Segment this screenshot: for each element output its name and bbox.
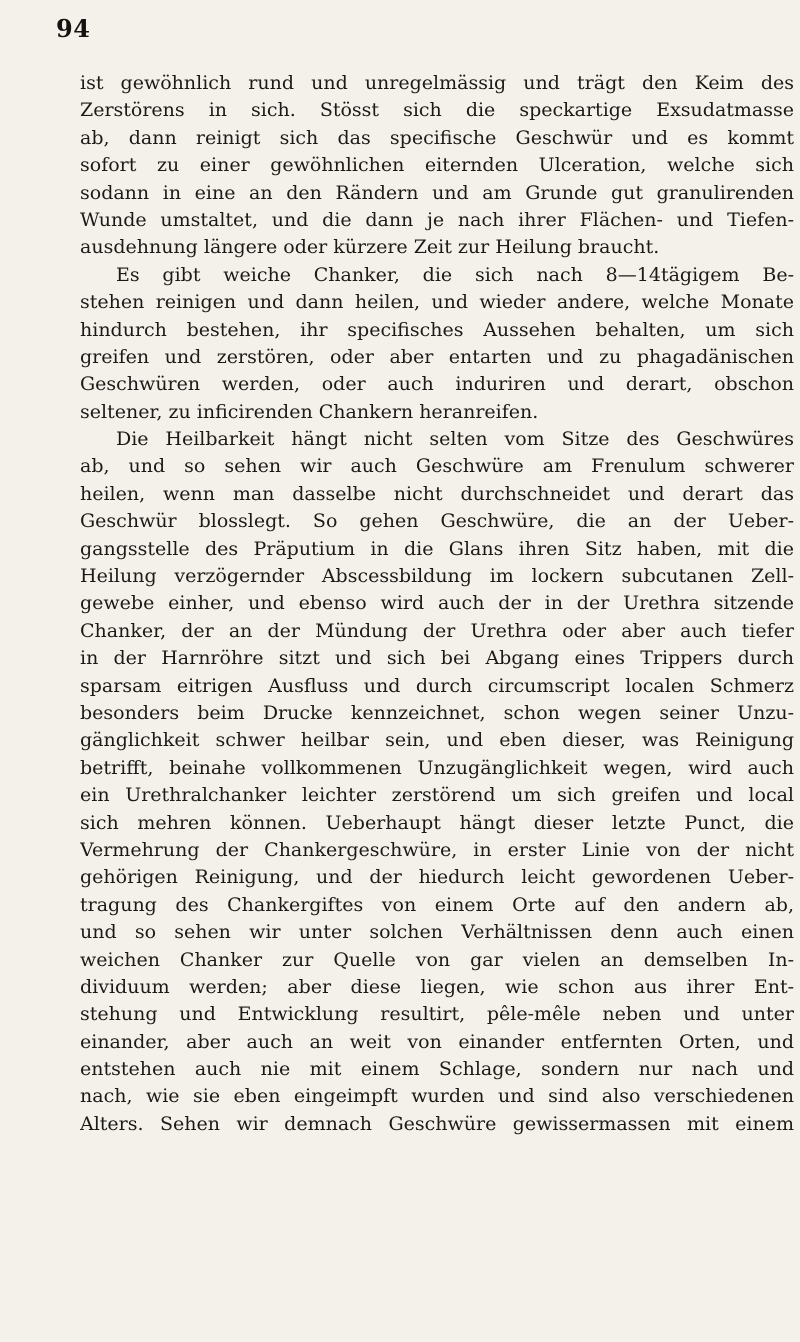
text-line: Geschwür blosslegt. So gehen Geschwüre, die an der Ueber- [80,510,794,533]
text-line: weichen Chanker zur Quelle von gar vielen an demselben In- [80,948,794,971]
text-line: gänglichkeit schwer heilbar sein, und eben dieser, was Reinigung [80,729,794,752]
text-line: sofort zu einer gewöhnlichen eiternden Ulceration, welche sich [80,154,794,177]
text-line: tragung des Chankergiftes von einem Orte auf den andern ab, [80,893,794,916]
text-line: ausdehnung längere oder kürzere Zeit zur Heilung braucht. [80,236,660,259]
text-line: entstehen auch nie mit einem Schlage, sondern nur nach und [80,1058,794,1081]
text-line: ab, dann reinigt sich das specifische Geschwür und es kommt [80,126,794,149]
text-line: ein Urethralchanker leichter zerstörend um sich greifen und local [80,784,794,807]
text-line: besonders beim Drucke kennzeichnet, schon wegen seiner Unzu- [80,701,794,724]
text-line: dividuum werden; aber diese liegen, wie schon aus ihrer Ent- [80,975,794,998]
text-line: sodann in eine an den Rändern und am Grunde gut granulirenden [80,181,794,204]
text-line: gehörigen Reinigung, und der hiedurch leicht gewordenen Ueber- [80,866,794,889]
text-line: Heilung verzögernder Abscessbildung im lockern subcutanen Zell- [80,565,794,588]
text-line: hindurch bestehen, ihr specifisches Aussehen behalten, um sich [80,318,794,341]
text-line: Die Heilbarkeit hängt nicht selten vom Sitze des Geschwüres [116,428,794,451]
text-line: stehung und Entwicklung resultirt, pêle-mêle neben und unter [80,1003,794,1026]
text-line: ab, und so sehen wir auch Geschwüre am Frenulum schwerer [80,455,794,478]
text-line: stehen reinigen und dann heilen, und wieder andere, welche Monate [80,291,794,314]
text-line: gewebe einher, und ebenso wird auch der in der Urethra sitzende [80,592,794,615]
text-line: in der Harnröhre sitzt und sich bei Abgang eines Trippers durch [80,647,794,670]
text-line: Geschwüren werden, oder auch induriren und derart, obschon [80,373,794,396]
text-line: heilen, wenn man dasselbe nicht durchschneidet und derart das [80,482,794,505]
page-number: 94 [56,14,91,43]
text-line: Vermehrung der Chankergeschwüre, in erster Linie von der nicht [80,838,794,861]
text-line: Alters. Sehen wir demnach Geschwüre gewissermassen mit einem [80,1112,794,1135]
text-line: Zerstörens in sich. Stösst sich die speckartige Exsudatmasse [80,99,794,122]
text-line: sparsam eitrigen Ausfluss und durch circumscript localen Schmerz [80,674,794,697]
text-line: Es gibt weiche Chanker, die sich nach 8—14tägigem Be- [116,263,794,286]
text-line: einander, aber auch an weit von einander entfernten Orten, und [80,1030,794,1053]
text-line: greifen und zerstören, oder aber entarten und zu phagadänischen [80,345,794,368]
text-line: ist gewöhnlich rund und unregelmässig und trägt den Keim des [80,72,794,94]
text-line: nach, wie sie eben eingeimpft wurden und sind also verschiedenen [80,1085,794,1108]
text-line: und so sehen wir unter solchen Verhältnissen denn auch einen [80,921,794,944]
text-line: sich mehren können. Ueberhaupt hängt dieser letzte Punct, die [80,811,794,834]
text-line: betrifft, beinahe vollkommenen Unzugänglichkeit wegen, wird auch [80,756,794,779]
text-line: seltener, zu inficirenden Chankern heranreifen. [80,400,539,423]
text-line: gangsstelle des Präputium in die Glans ihren Sitz haben, mit die [80,537,794,560]
text-line: Wunde umstaltet, und die dann je nach ihrer Flächen- und Tiefen- [80,208,794,231]
text-line: Chanker, der an der Mündung der Urethra oder aber auch tiefer [80,619,794,642]
body-text [80,70,794,1138]
